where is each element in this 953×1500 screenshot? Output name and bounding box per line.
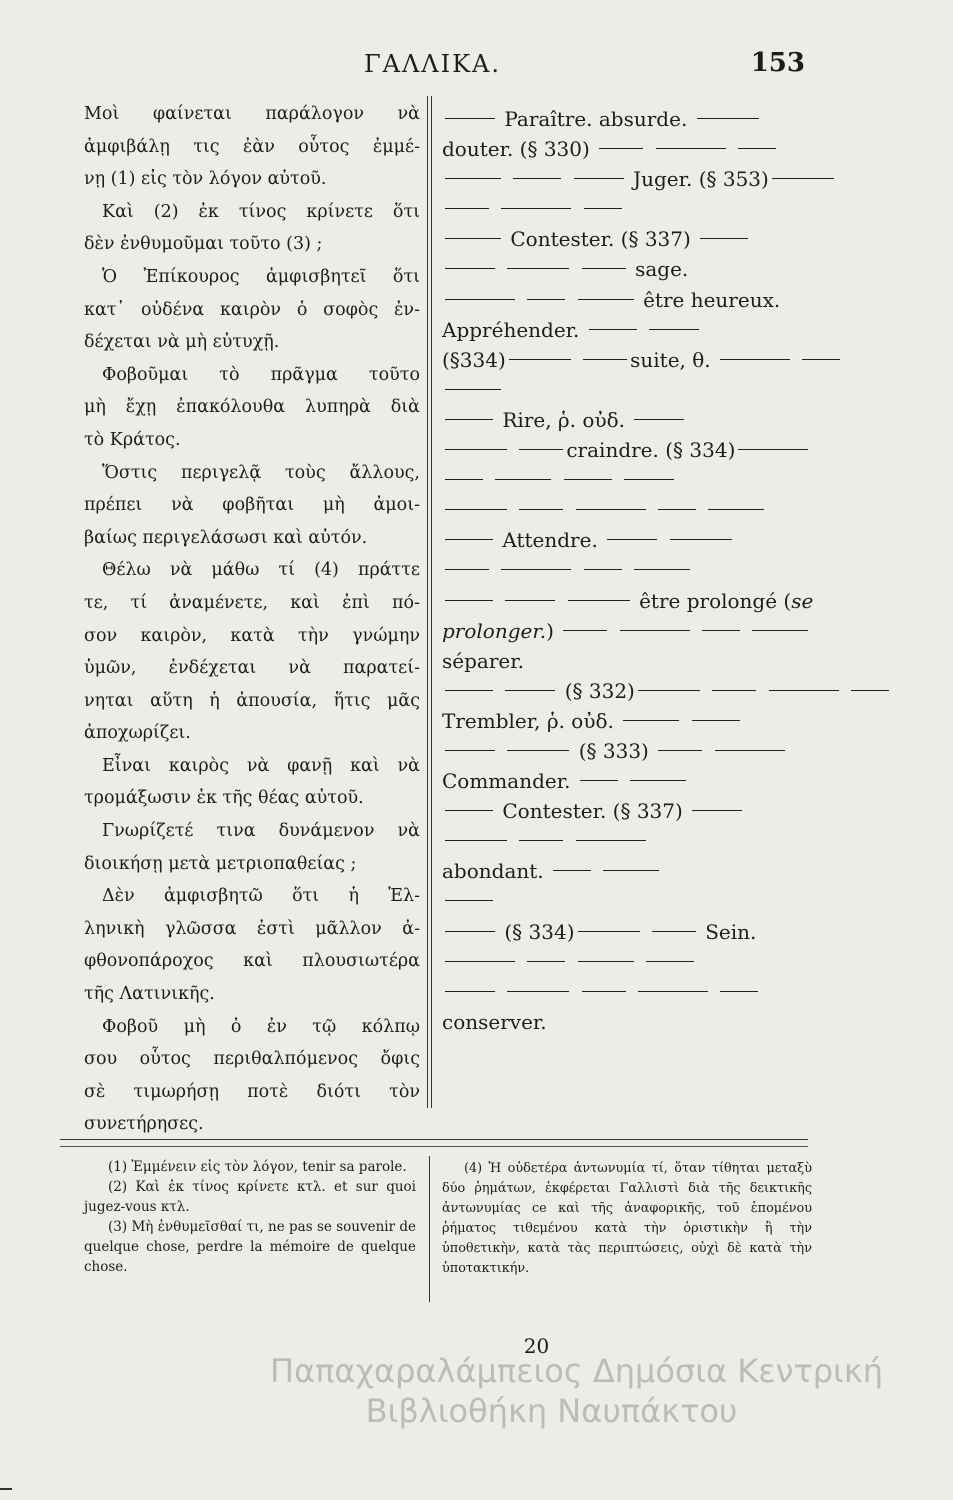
- vocabulary-line: être heureux.: [442, 285, 814, 315]
- french-vocabulary-column: [442, 104, 814, 1037]
- text-line: Φοβοῦ μὴ ὁ ἐν τῷ κόλπῳ: [102, 1016, 420, 1037]
- dash-rule: [630, 780, 686, 781]
- dash-rule: [589, 329, 637, 330]
- dash-rule: [445, 178, 501, 179]
- vocabulary-line: être prolongé (se: [442, 586, 814, 616]
- dash-rule: [445, 299, 515, 300]
- dash-rule: [445, 389, 501, 390]
- dash-rule: [507, 750, 569, 751]
- text-line: ἀποχωρίζει.: [84, 723, 191, 744]
- library-watermark-line2: Βιβλιοθήκη Ναυπάκτου: [365, 1392, 738, 1430]
- footnote: (3) Μὴ ἐνθυμεῖσθαί τι, ne pas se souvenir de quelque chose, perdre la mémoire de quelque chose.: [84, 1219, 416, 1275]
- dash-rule: [445, 419, 493, 420]
- text-line: ὑμῶν, ἐνδέχεται νὰ παρατεί-: [84, 658, 420, 679]
- dash-rule: [578, 299, 634, 300]
- dash-rule: [507, 268, 569, 269]
- dash-rule: [738, 449, 808, 450]
- text-line: μὴ ἔχῃ ἐπακόλουθα λυπηρὰ διὰ: [84, 397, 420, 418]
- dash-rule: [445, 750, 495, 751]
- dash-rule: [620, 630, 690, 631]
- greek-text-column: [84, 98, 420, 1141]
- text-line: δέχεται νὰ μὴ εὐτυχῇ.: [84, 332, 280, 353]
- dash-rule: [692, 720, 740, 721]
- vocabulary-line: (§ 332): [442, 676, 814, 706]
- vocabulary-line: abondant.: [442, 856, 814, 886]
- vocabulary-line: Paraître. absurde.: [442, 104, 814, 134]
- dash-rule: [720, 359, 790, 360]
- dash-rule: [445, 238, 501, 239]
- vocabulary-line: [442, 375, 814, 405]
- dash-rule: [582, 268, 626, 269]
- dash-rule: [563, 630, 607, 631]
- dash-rule: [769, 690, 839, 691]
- dash-rule: [576, 840, 646, 841]
- dash-rule: [574, 178, 624, 179]
- library-watermark-line1: Παπαχαραλάμπειος Δημόσια Κεντρική: [270, 1352, 883, 1390]
- text-line: βαίως περιγελάσωσι καὶ αὐτόν.: [84, 527, 368, 548]
- dash-rule: [527, 299, 565, 300]
- dash-rule: [519, 840, 563, 841]
- dash-rule: [519, 449, 563, 450]
- dash-rule: [495, 479, 551, 480]
- dash-rule: [697, 118, 759, 119]
- dash-rule: [720, 991, 758, 992]
- dash-rule: [519, 509, 563, 510]
- column-divider: [427, 96, 428, 1108]
- vocabulary-line: [442, 555, 814, 585]
- text-line: Εἶναι καιρὸς νὰ φανῇ καὶ νὰ: [102, 755, 420, 776]
- vocabulary-line: [442, 826, 814, 856]
- dash-rule: [658, 509, 696, 510]
- dash-rule: [584, 208, 622, 209]
- text-line: ληνικὴ γλῶσσα ἐστὶ μᾶλλον ἀ-: [84, 918, 420, 939]
- dash-rule: [583, 359, 627, 360]
- vocabulary-line: Juger. (§ 353): [442, 164, 814, 194]
- dash-rule: [445, 208, 489, 209]
- dash-rule: [501, 208, 571, 209]
- dash-rule: [445, 479, 483, 480]
- running-title: ΓΑΛΛΙΚΑ.: [363, 50, 502, 78]
- dash-rule: [738, 148, 776, 149]
- dash-rule: [509, 359, 571, 360]
- text-line: τῆς Λατινικῆς.: [84, 984, 215, 1005]
- text-line: Θέλω νὰ μάθω τί (4) πράττε: [102, 560, 420, 581]
- dash-rule: [505, 690, 555, 691]
- text-line: δὲν ἐνθυμοῦμαι τοῦτο (3) ;: [84, 234, 323, 255]
- dash-rule: [603, 870, 659, 871]
- dash-rule: [670, 539, 732, 540]
- dash-rule: [445, 900, 493, 901]
- footnotes-right: [442, 1159, 812, 1279]
- dash-rule: [582, 991, 626, 992]
- dash-rule: [599, 148, 643, 149]
- dash-rule: [715, 750, 785, 751]
- vocabulary-line: Attendre.: [442, 525, 814, 555]
- dash-rule: [513, 178, 561, 179]
- vocabulary-line: conserver.: [442, 1009, 547, 1034]
- dash-rule: [507, 991, 569, 992]
- dash-rule: [634, 569, 690, 570]
- vocabulary-line: craindre. (§ 334): [442, 435, 814, 465]
- dash-rule: [445, 539, 493, 540]
- text-line: τρομάξωσιν ἐκ τῆς θέας αὐτοῦ.: [84, 788, 364, 809]
- dash-rule: [851, 690, 889, 691]
- vocabulary-line: (§ 334) Sein.: [442, 917, 814, 947]
- dash-rule: [445, 991, 495, 992]
- dash-rule: [700, 238, 748, 239]
- dash-rule: [580, 780, 618, 781]
- dash-rule: [445, 600, 493, 601]
- dash-rule: [578, 931, 640, 932]
- text-line: Καὶ (2) ἐκ τίνος κρίνετε ὅτι: [102, 201, 420, 222]
- dash-rule: [445, 569, 489, 570]
- text-line: Γνωρίζετέ τινα δυνάμενον νὰ: [102, 821, 420, 842]
- text-line: τὸ Κράτος.: [84, 429, 181, 450]
- page-header: [60, 50, 805, 90]
- dash-rule: [692, 810, 742, 811]
- text-line: πρέπει νὰ φοβῆται μὴ ἀμοι-: [84, 495, 420, 516]
- vocabulary-line: (§ 333): [442, 736, 814, 766]
- dash-rule: [584, 569, 622, 570]
- dash-rule: [646, 961, 694, 962]
- dash-rule: [634, 419, 684, 420]
- dash-rule: [772, 178, 834, 179]
- text-line: σὲ τιμωρήσῃ ποτὲ διότι τὸν: [84, 1081, 420, 1102]
- dash-rule: [445, 118, 495, 119]
- vocabulary-line: Commander.: [442, 766, 814, 796]
- text-line: ἀμφιβάλῃ τις ἐὰν οὗτος ἐμμέ-: [84, 136, 420, 157]
- dash-rule: [638, 690, 700, 691]
- vocabulary-line: (§334) suite, θ.: [442, 345, 814, 375]
- text-line: τε, τί ἀναμένετε, καὶ ἐπὶ πό-: [84, 592, 420, 613]
- text-line: Δὲν ἀμφισβητῶ ὅτι ἡ Ἑλ-: [102, 886, 420, 907]
- vocabulary-line: [442, 947, 814, 977]
- page-edge-mark: [0, 1488, 12, 1500]
- dash-rule: [638, 991, 708, 992]
- dash-rule: [527, 961, 565, 962]
- vocabulary-line: [442, 194, 814, 224]
- vocabulary-line: [442, 495, 814, 525]
- signature-mark: 20: [523, 1334, 550, 1358]
- vocabulary-line: Appréhender.: [442, 315, 814, 345]
- dash-rule: [445, 840, 507, 841]
- dash-rule: [445, 509, 507, 510]
- dash-rule: [564, 479, 612, 480]
- text-line: φθονοπάροχος καὶ πλουσιωτέρα: [84, 951, 420, 972]
- text-line: Φοβοῦμαι τὸ πρᾶγμα τοῦτο: [102, 364, 420, 385]
- footnote: (1) Ἐμμένειν εἰς τὸν λόγον, tenir sa parole.: [108, 1159, 407, 1175]
- vocabulary-line: sage.: [442, 254, 814, 284]
- footnote: (2) Καὶ ἐκ τίνος κρίνετε κτλ. et sur quoi jugez-vous κτλ.: [84, 1179, 416, 1215]
- dash-rule: [501, 569, 571, 570]
- text-line: συνετήρησες.: [84, 1114, 204, 1135]
- dash-rule: [649, 329, 699, 330]
- dash-rule: [553, 870, 591, 871]
- dash-rule: [445, 268, 495, 269]
- dash-rule: [445, 449, 507, 450]
- vocabulary-line: Contester. (§ 337): [442, 796, 814, 826]
- footnotes-left: [84, 1157, 416, 1277]
- vocabulary-line: Rire, ῥ. οὐδ.: [442, 405, 814, 435]
- text-line: σον καιρὸν, κατὰ τὴν γνώμην: [84, 625, 420, 646]
- dash-rule: [708, 509, 764, 510]
- text-line: Μοὶ φαίνεται παράλογον νὰ: [84, 104, 420, 124]
- vocabulary-line: Trembler, ῥ. οὐδ.: [442, 706, 814, 736]
- dash-rule: [568, 600, 630, 601]
- dash-rule: [658, 750, 702, 751]
- dash-rule: [752, 630, 808, 631]
- vocabulary-line: [442, 465, 814, 495]
- dash-rule: [702, 630, 740, 631]
- dash-rule: [445, 931, 495, 932]
- dash-rule: [578, 961, 634, 962]
- vocabulary-line: Contester. (§ 337): [442, 224, 814, 254]
- dash-rule: [445, 810, 493, 811]
- text-line: σου οὗτος περιθαλπόμενος ὄφις: [84, 1049, 420, 1070]
- text-line: κατ᾽ οὐδένα καιρὸν ὁ σοφὸς ἐν-: [84, 299, 420, 320]
- text-line: Ὅστις περιγελᾷ τοὺς ἄλλους,: [102, 462, 420, 483]
- text-line: διοικήσῃ μετὰ μετριοπαθείας ;: [84, 853, 357, 874]
- dash-rule: [505, 600, 555, 601]
- dash-rule: [607, 539, 657, 540]
- dash-rule: [802, 359, 840, 360]
- vocabulary-line: séparer.: [442, 648, 524, 673]
- footnote: (4) Ἡ οὐδετέρα ἀντωνυμία τί, ὅταν τίθηται μεταξὺ δύο ῥημάτων, ἐκφέρεται Γαλλιστὶ διὰ τῆς δεικτικῆς ἀντωνυμίας ce καὶ τῆς ἀναφορικῆς, τοῦ ἑπομένου ῥήματος τιθεμένου κατὰ τὴν ὁριστικὴν ἢ τὴν ὑποθετικὴν, κατὰ τὰς περιπτώσεις, οὐχὶ δὲ κατὰ τὴν ὑποτακτικήν.: [442, 1161, 812, 1276]
- text-line: νηται αὕτη ἡ ἀπουσία, ἥτις μᾶς: [84, 690, 420, 711]
- dash-rule: [445, 690, 493, 691]
- column-divider-inner: [431, 96, 432, 1108]
- vocabulary-line: [442, 886, 814, 916]
- dash-rule: [445, 961, 515, 962]
- text-line: Ὁ Ἐπίκουρος ἀμφισβητεῖ ὅτι: [102, 266, 420, 287]
- vocabulary-line: [442, 977, 814, 1007]
- vocabulary-line: douter. (§ 330): [442, 134, 814, 164]
- footnote-rule: [60, 1139, 808, 1140]
- dash-rule: [712, 690, 756, 691]
- footnote-rule-secondary: [60, 1146, 808, 1147]
- dash-rule: [652, 931, 696, 932]
- vocabulary-line: prolonger.): [442, 616, 814, 646]
- dash-rule: [576, 509, 646, 510]
- footnote-divider: [429, 1156, 430, 1302]
- text-line: νῃ (1) εἰς τὸν λόγον αὐτοῦ.: [84, 169, 327, 190]
- page-number: 153: [750, 48, 805, 78]
- dash-rule: [656, 148, 726, 149]
- dash-rule: [623, 720, 679, 721]
- dash-rule: [624, 479, 674, 480]
